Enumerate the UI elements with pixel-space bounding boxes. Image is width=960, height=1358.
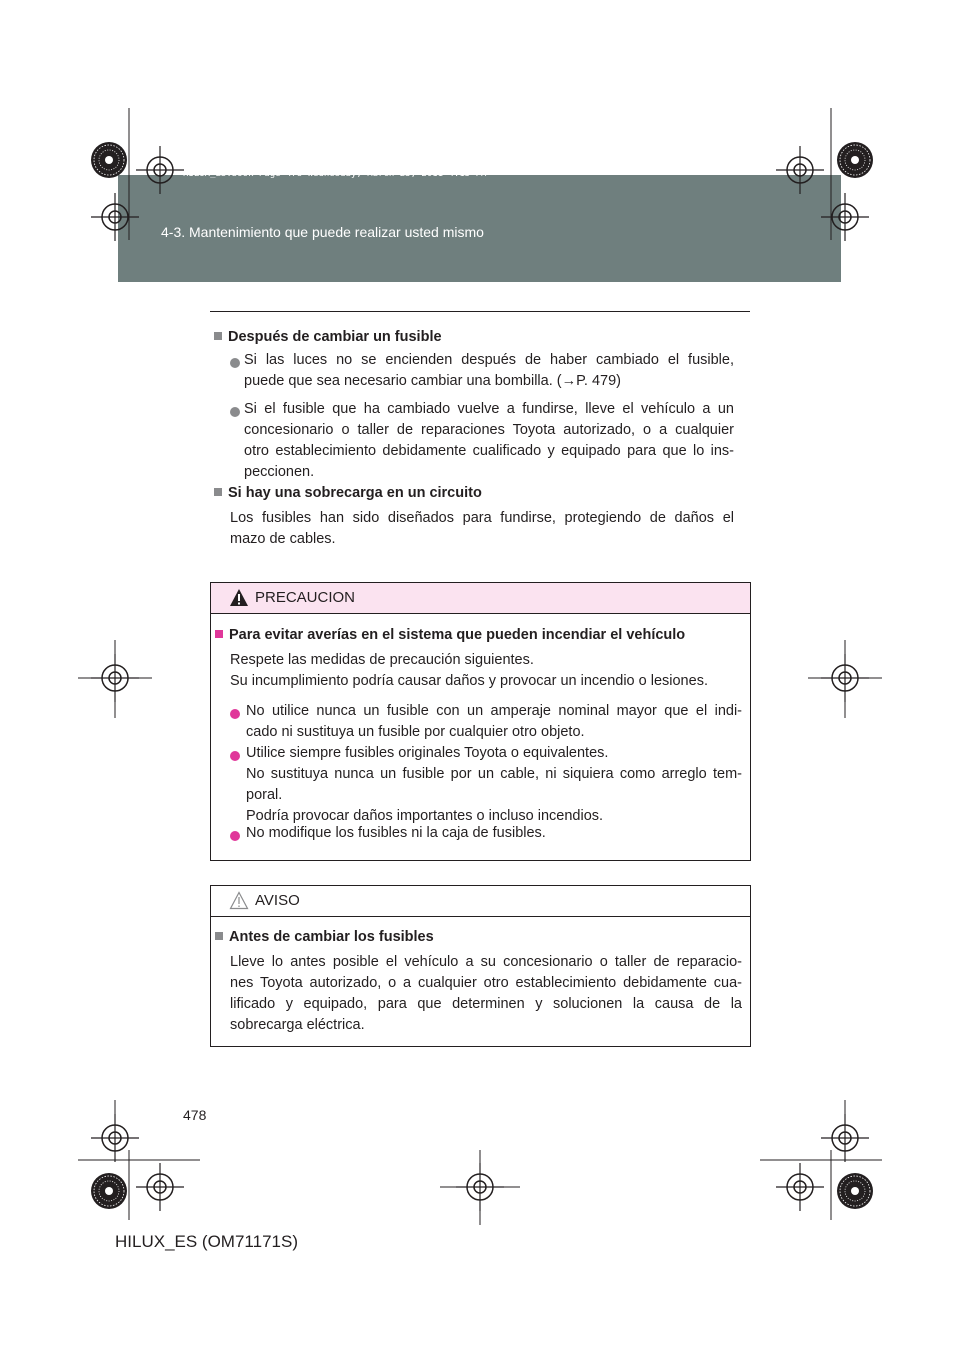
text-line: nes Toyota autorizado, o a cualquier otro establecimiento debidamente cua-	[230, 975, 742, 991]
caution-header	[211, 583, 750, 614]
reg-mark-3	[91, 193, 139, 241]
bullet-icon	[230, 407, 240, 417]
caution-bullet3: No modifique los fusibles ni la caja de fusibles.	[246, 825, 546, 841]
square-bullet-icon	[215, 932, 223, 940]
reg-mark-1	[136, 146, 184, 194]
text-line: No sustituya nunca un fusible por un cable, ni siquiera como arreglo tem-	[246, 766, 742, 782]
square-bullet-icon	[214, 488, 222, 496]
notice-box	[210, 885, 751, 1047]
bullet-icon	[230, 709, 240, 719]
text-line: Respete las medidas de precaución siguientes.	[230, 652, 534, 668]
section-title: 4-3. Mantenimiento que puede realizar usted mismo	[161, 224, 484, 240]
text-line: Si las luces no se encienden después de haber cambiado el fusible,	[244, 352, 734, 368]
reg-mark-11	[776, 1163, 824, 1211]
caution-bullet2	[246, 743, 742, 827]
notice-title: AVISO	[255, 892, 300, 909]
text-line: Si el fusible que ha cambiado vuelve a fundirse, lleve el vehículo a un	[244, 401, 734, 417]
bullet-icon	[230, 751, 240, 761]
square-bullet-icon	[214, 332, 222, 340]
top-rule	[210, 311, 750, 312]
text-line: concesionario o taller de reparaciones Toyota autorizado, o a cualquier	[244, 422, 734, 438]
text-line: otro establecimiento debidamente cualificado y equipado para que lo ins-	[244, 443, 734, 459]
footer-model-code: HILUX_ES (OM71171S)	[115, 1232, 298, 1251]
caution-box	[210, 582, 751, 861]
text-line: No utilice nunca un fusible con un amperaje nominal mayor que el indi-	[246, 703, 742, 719]
caution-bullet1	[246, 701, 742, 743]
text-line: Su incumplimiento podría causar daños y provocar un incendio o lesiones.	[230, 673, 708, 689]
square-bullet-icon	[215, 630, 223, 638]
star-target-top-right	[837, 142, 873, 178]
text-line: Podría provocar daños importantes o incluso incendios.	[246, 808, 604, 824]
reg-mark-2	[776, 146, 824, 194]
page-number: 478	[183, 1107, 207, 1123]
text-line: puede que sea necesario cambiar una bombilla. (→P. 479)	[244, 373, 621, 389]
section1-bullet2	[244, 399, 734, 483]
star-target-top-left	[91, 142, 127, 178]
caution-intro	[230, 650, 742, 692]
notice-body	[230, 952, 742, 1036]
bullet-icon	[230, 358, 240, 368]
star-target-bottom-right	[837, 1173, 873, 1209]
text-line: Los fusibles han sido diseñados para fundirse, protegiendo de daños el	[230, 510, 734, 526]
section2-body	[230, 508, 734, 550]
text-line: Utilice siempre fusibles originales Toyota o equivalentes.	[246, 745, 609, 761]
star-target-bottom-left	[91, 1173, 127, 1209]
book-stamp: HILUX_ES.book Page 478 Wednesday, March 23, 2011 4:15 PM	[183, 169, 487, 179]
caution-title: PRECAUCION	[255, 589, 356, 606]
reg-mark-4	[821, 193, 869, 241]
text-line: peccionen.	[244, 464, 315, 480]
bullet-icon	[230, 831, 240, 841]
section2-heading: Si hay una sobrecarga en un circuito	[214, 483, 482, 504]
section1-heading: Después de cambiar un fusible	[214, 327, 442, 348]
warning-triangle-icon	[229, 588, 249, 607]
caution-heading: Para evitar averías en el sistema que pueden incendiar el vehículo	[215, 625, 685, 646]
text-line: sobrecarga eléctrica.	[230, 1017, 365, 1033]
reg-mark-9	[136, 1163, 184, 1211]
text-line: poral.	[246, 787, 283, 803]
section1-bullet1	[244, 350, 734, 392]
notice-heading: Antes de cambiar los fusibles	[215, 927, 434, 948]
text-line: cado ni sustituya un fusible por cualquier otro objeto.	[246, 724, 585, 740]
notice-header	[211, 886, 750, 917]
text-line: lificado y equipado, para que determinen y solucionen la causa de la	[230, 996, 742, 1012]
text-line: mazo de cables.	[230, 531, 336, 547]
text-line: Lleve lo antes posible el vehículo a su concesionario o taller de reparacio-	[230, 954, 742, 970]
warning-outline-icon	[229, 891, 249, 910]
